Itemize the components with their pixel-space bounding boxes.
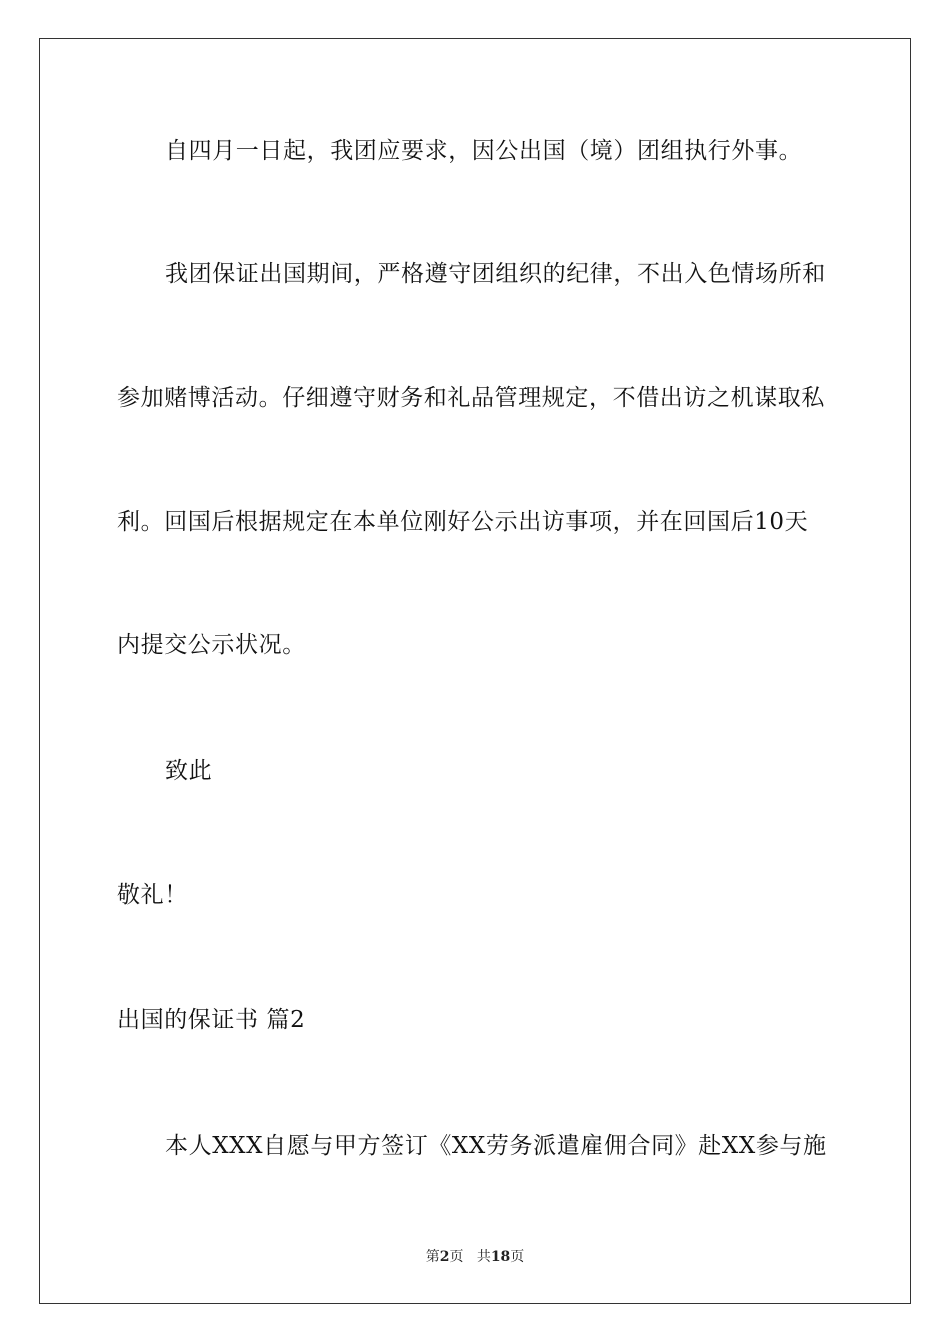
paragraph-line-5: 内提交公示状况。 [117, 632, 306, 658]
footer-page-suffix: 页 [449, 1249, 464, 1265]
paragraph-line-3: 参加赌博活动。仔细遵守财务和礼品管理规定，不借出访之机谋取私 [117, 385, 825, 411]
section-heading: 出国的保证书 篇2 [117, 1007, 306, 1033]
paragraph-line-6: 本人XXX自愿与甲方签订《XX劳务派遣雇佣合同》赴XX参与施 [165, 1133, 827, 1159]
footer-total-pages: 18 [490, 1249, 511, 1265]
closing-salutation: 致此 [165, 758, 213, 784]
paragraph-line-4: 利。回国后根据规定在本单位刚好公示出访事项，并在回国后10天 [117, 509, 809, 535]
closing-respect: 敬礼！ [117, 882, 188, 908]
paragraph-line-1: 自四月一日起，我团应要求，因公出国（境）团组执行外事。 [165, 138, 803, 164]
footer-page-prefix: 第 [425, 1249, 440, 1265]
paragraph-line-2: 我团保证出国期间，严格遵守团组织的纪律，不出入色情场所和 [165, 261, 826, 287]
footer-total-suffix: 页 [510, 1249, 525, 1265]
footer-page-number: 2 [439, 1249, 450, 1265]
footer-total-prefix: 共 [476, 1249, 491, 1265]
page-footer [0, 1248, 950, 1266]
page-border [39, 38, 911, 1304]
